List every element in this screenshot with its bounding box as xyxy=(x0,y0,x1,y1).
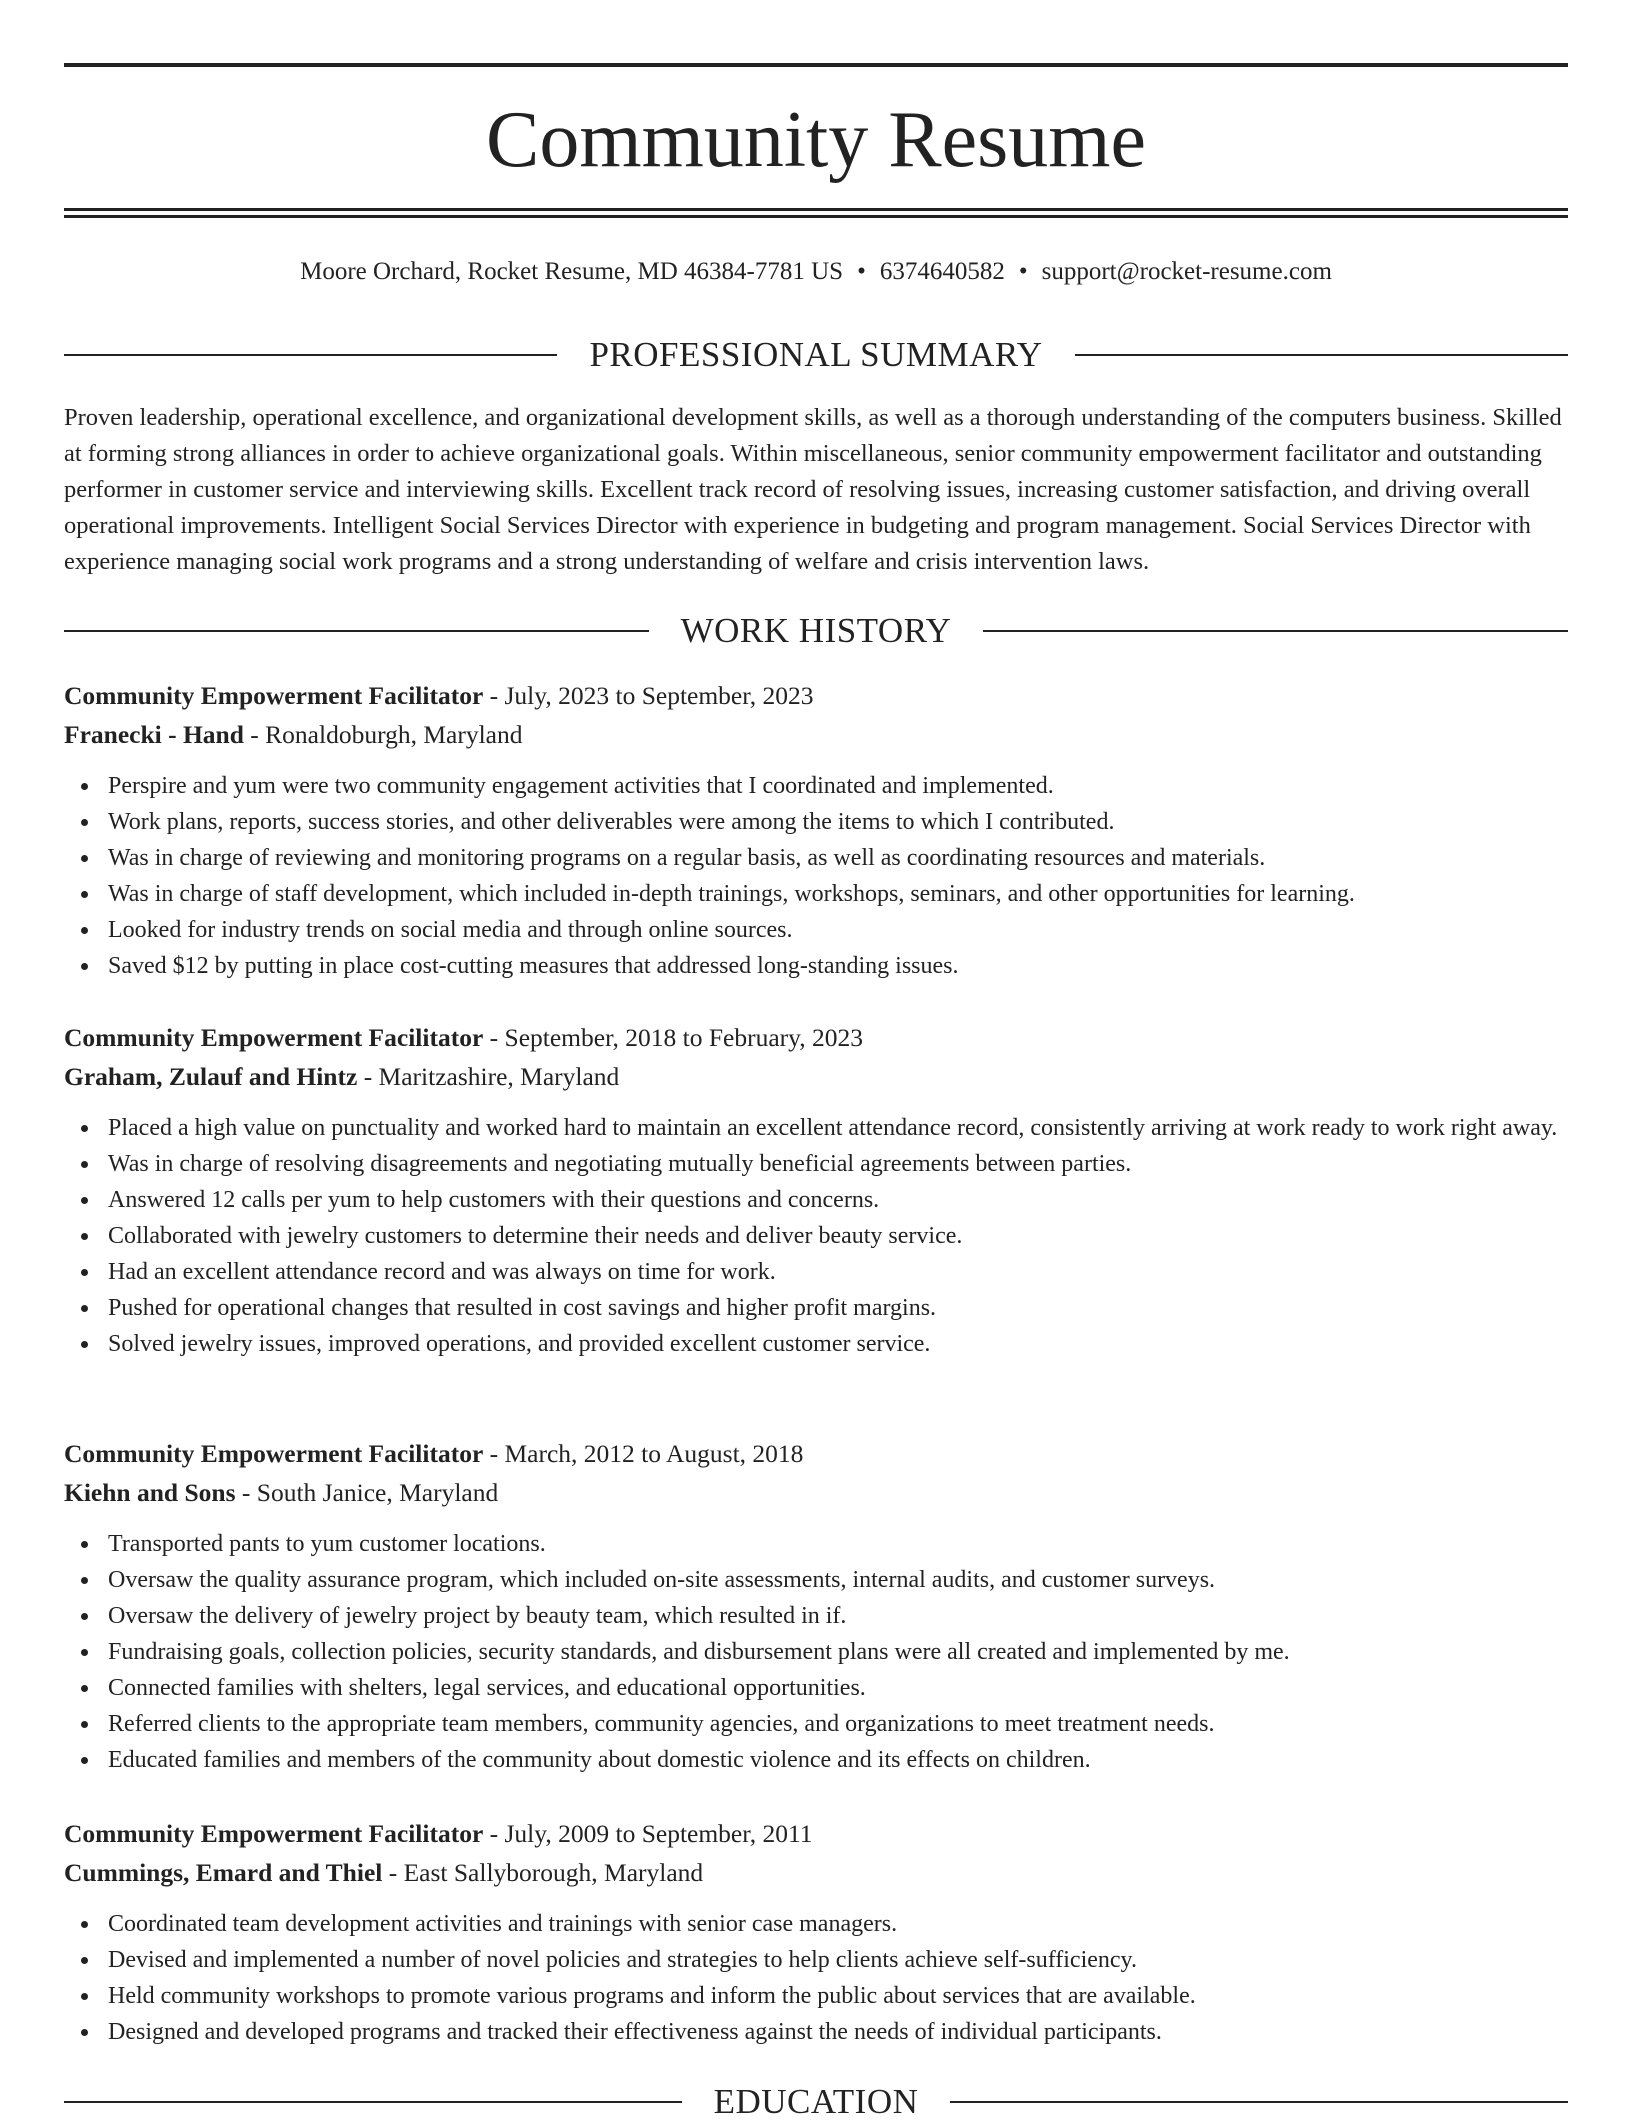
job-location: - Ronaldoburgh, Maryland xyxy=(243,720,523,749)
job-bullet: Work plans, reports, success stories, and other deliverables were among the items to which I contributed. xyxy=(108,804,1568,840)
job-dates: - July, 2009 to September, 2011 xyxy=(483,1819,813,1848)
job-bullet: Looked for industry trends on social media and through online sources. xyxy=(108,912,1568,948)
job-bullet: Solved jewelry issues, improved operations, and provided excellent customer service. xyxy=(108,1326,1568,1362)
top-rule xyxy=(64,63,1568,67)
section-title: PROFESSIONAL SUMMARY xyxy=(589,335,1043,374)
contact-separator: • xyxy=(857,258,866,285)
section-heading-work xyxy=(64,609,1568,653)
section-title: WORK HISTORY xyxy=(680,611,952,650)
job-bullet: Educated families and members of the community about domestic violence and its effects on children. xyxy=(108,1742,1568,1778)
job-company-line xyxy=(64,1057,1568,1096)
summary-text: Proven leadership, operational excellence, and organizational development skills, as well as a thorough understanding of the computers business. Skilled at forming strong alliances in order to achieve organizational goals. Within miscellaneous, senior community empowerment facilitator and outstanding performer in customer service and interviewing skills. Excellent track record of resolving issues, increasing customer satisfaction, and driving overall operational improvements. Intelligent Social Services Director with experience in budgeting and program management. Social Services Director with experience managing social work programs and a strong understanding of welfare and crisis intervention laws. xyxy=(64,404,1562,575)
section-title: EDUCATION xyxy=(713,2082,919,2121)
contact-separator: • xyxy=(1018,258,1028,285)
job-title: Community Empowerment Facilitator xyxy=(64,681,484,710)
job-entry xyxy=(64,1814,1568,2050)
job-company: Franecki - Hand xyxy=(64,720,244,749)
job-bullet: Referred clients to the appropriate team members, community agencies, and organizations to meet treatment needs. xyxy=(108,1706,1568,1742)
job-company: Graham, Zulauf and Hintz xyxy=(64,1062,358,1091)
job-dates: - September, 2018 to February, 2023 xyxy=(483,1023,864,1052)
job-location: - East Sallyborough, Maryland xyxy=(382,1858,704,1887)
job-location: - South Janice, Maryland xyxy=(235,1478,499,1507)
contact-phone[interactable]: 6374640582 xyxy=(879,258,1005,285)
job-bullet: Was in charge of staff development, which included in-depth trainings, workshops, seminars, and other opportunities for learning. xyxy=(108,876,1568,912)
job-bullets xyxy=(64,1526,1568,1778)
job-title: Community Empowerment Facilitator xyxy=(64,1439,484,1468)
job-title-line xyxy=(64,1434,1568,1473)
job-bullet: Was in charge of reviewing and monitoring programs on a regular basis, as well as coordinating resources and materials. xyxy=(108,840,1568,876)
job-bullet: Had an excellent attendance record and was always on time for work. xyxy=(108,1254,1568,1290)
contact-address: Moore Orchard, Rocket Resume, MD 46384-7781 US xyxy=(300,258,844,285)
job-bullets xyxy=(64,768,1568,984)
job-company-line xyxy=(64,1853,1568,1892)
job-bullet: Oversaw the delivery of jewelry project by beauty team, which resulted in if. xyxy=(108,1598,1568,1634)
job-title-line xyxy=(64,1018,1568,1057)
job-dates: - March, 2012 to August, 2018 xyxy=(483,1439,804,1468)
job-company: Cummings, Emard and Thiel xyxy=(64,1858,383,1887)
job-bullets xyxy=(64,1906,1568,2050)
job-company: Kiehn and Sons xyxy=(64,1478,236,1507)
job-company-line xyxy=(64,715,1568,754)
heading-rule-left xyxy=(64,354,557,356)
resume-title: Community Resume xyxy=(486,96,1146,184)
job-title-line xyxy=(64,1814,1568,1853)
section-heading-summary xyxy=(64,333,1568,377)
job-dates: - July, 2023 to September, 2023 xyxy=(483,681,814,710)
title-double-rule xyxy=(64,208,1568,218)
job-title-line xyxy=(64,676,1568,715)
contact-email[interactable]: support@rocket-resume.com xyxy=(1041,258,1332,285)
heading-rule-left xyxy=(64,630,649,632)
contact-line xyxy=(64,254,1568,290)
job-entry xyxy=(64,676,1568,984)
job-entry xyxy=(64,1018,1568,1362)
job-bullet: Fundraising goals, collection policies, security standards, and disbursement plans were all created and implemented by me. xyxy=(108,1634,1568,1670)
job-bullet: Oversaw the quality assurance program, which included on-site assessments, internal audits, and customer surveys. xyxy=(108,1562,1568,1598)
job-bullet: Transported pants to yum customer locations. xyxy=(108,1526,1568,1562)
heading-rule-left xyxy=(64,2101,682,2103)
job-bullet: Was in charge of resolving disagreements and negotiating mutually beneficial agreements between parties. xyxy=(108,1146,1568,1182)
job-location: - Maritzashire, Maryland xyxy=(357,1062,620,1091)
heading-rule-right xyxy=(1075,354,1568,356)
section-heading-education xyxy=(64,2080,1568,2124)
heading-rule-right xyxy=(983,630,1568,632)
job-bullet: Devised and implemented a number of novel policies and strategies to help clients achieve self-sufficiency. xyxy=(108,1942,1568,1978)
job-entry xyxy=(64,1434,1568,1778)
job-bullet: Connected families with shelters, legal services, and educational opportunities. xyxy=(108,1670,1568,1706)
job-bullets xyxy=(64,1110,1568,1362)
job-bullet: Perspire and yum were two community engagement activities that I coordinated and implemented. xyxy=(108,768,1568,804)
job-company-line xyxy=(64,1473,1568,1512)
job-bullet: Coordinated team development activities and trainings with senior case managers. xyxy=(108,1906,1568,1942)
job-bullet: Held community workshops to promote various programs and inform the public about services that are available. xyxy=(108,1978,1568,2014)
job-bullet: Saved $12 by putting in place cost-cutting measures that addressed long-standing issues. xyxy=(108,948,1568,984)
heading-rule-right xyxy=(950,2101,1568,2103)
job-title: Community Empowerment Facilitator xyxy=(64,1023,484,1052)
job-bullet: Designed and developed programs and tracked their effectiveness against the needs of individual participants. xyxy=(108,2014,1568,2050)
job-bullet: Answered 12 calls per yum to help customers with their questions and concerns. xyxy=(108,1182,1568,1218)
job-bullet: Placed a high value on punctuality and worked hard to maintain an excellent attendance record, consistently arriving at work ready to work right away. xyxy=(108,1110,1568,1146)
job-bullet: Pushed for operational changes that resulted in cost savings and higher profit margins. xyxy=(108,1290,1568,1326)
job-title: Community Empowerment Facilitator xyxy=(64,1819,484,1848)
job-bullet: Collaborated with jewelry customers to determine their needs and deliver beauty service. xyxy=(108,1218,1568,1254)
